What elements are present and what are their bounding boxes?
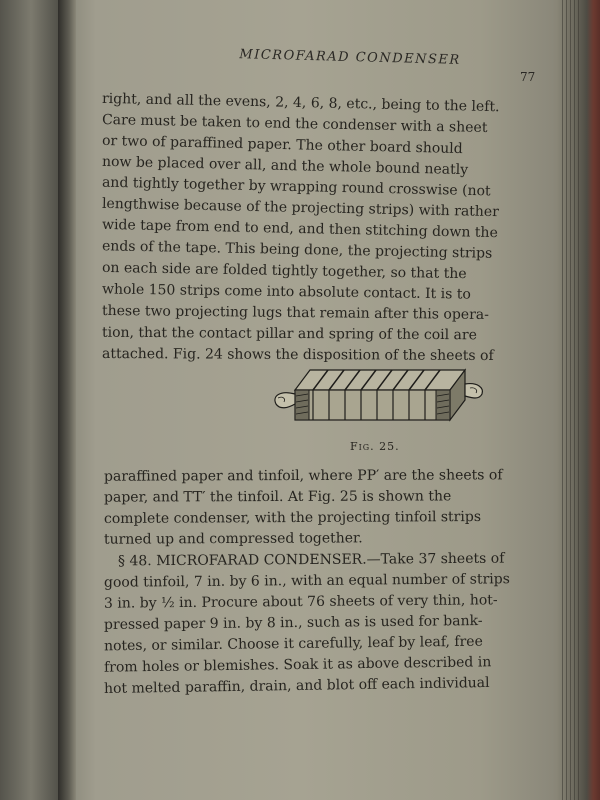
text-line: notes, or similar. Choose it carefully, leaf by leaf, free <box>103 633 483 655</box>
text-line: these two projecting lugs that remain after this opera- <box>101 302 489 324</box>
condenser-figure <box>270 360 495 430</box>
text-line: wide tape from end to end, and then stitching down the <box>101 216 498 242</box>
text-line: complete condenser, with the projecting tinfoil strips <box>103 509 482 527</box>
text-line: pressed paper 9 in. by 8 in., such as is used for bank- <box>103 613 483 633</box>
page-stack-edge <box>556 0 600 800</box>
running-head: MICROFARAD CONDENSER <box>239 47 461 68</box>
book-page <box>80 0 558 800</box>
text-line: turned up and compressed together. <box>103 530 363 548</box>
text-line: paper, and TT′ the tinfoil. At Fig. 25 is shown the <box>103 488 452 506</box>
text-line: attached. Fig. 24 shows the disposition of the sheets of <box>101 345 494 365</box>
text-line: tion, that the contact pillar and spring of the coil are <box>101 324 477 344</box>
text-line: lengthwise because of the projecting strips) with rather <box>101 195 500 221</box>
text-line: or two of paraffined paper. The other board should <box>101 132 463 158</box>
text-line: on each side are folded tightly together, so that the <box>101 259 467 283</box>
text-line: now be placed over all, and the whole bound neatly <box>101 153 469 179</box>
text-line: right, and all the evens, 2, 4, 6, 8, etc., being to the left. <box>101 90 500 116</box>
text-line: from holes or blemishes. Soak it as above described in <box>103 654 492 676</box>
text-line: ends of the tape. This being done, the projecting strips <box>101 238 493 262</box>
text-line: hot melted paraffin, drain, and blot off each individual <box>103 674 490 698</box>
left-page-edge <box>0 0 62 800</box>
text-line: and tightly together by wrapping round crosswise (not <box>101 174 491 200</box>
page-number: 77 <box>520 70 536 84</box>
text-line: 3 in. by ½ in. Procure about 76 sheets of very thin, hot- <box>103 592 498 612</box>
book-gutter <box>58 0 76 800</box>
text-line: good tinfoil, 7 in. by 6 in., with an equal number of strips <box>103 571 510 591</box>
text-line: paraffined paper and tinfoil, where PP′ are the sheets of <box>103 467 503 485</box>
text-line: Care must be taken to end the condenser with a sheet <box>101 111 488 137</box>
figure-caption: Fig. 25. <box>350 440 400 453</box>
text-line: whole 150 strips come into absolute contact. It is to <box>101 281 471 303</box>
text-line: § 48. MICROFARAD CONDENSER.—Take 37 sheets of <box>117 550 505 570</box>
